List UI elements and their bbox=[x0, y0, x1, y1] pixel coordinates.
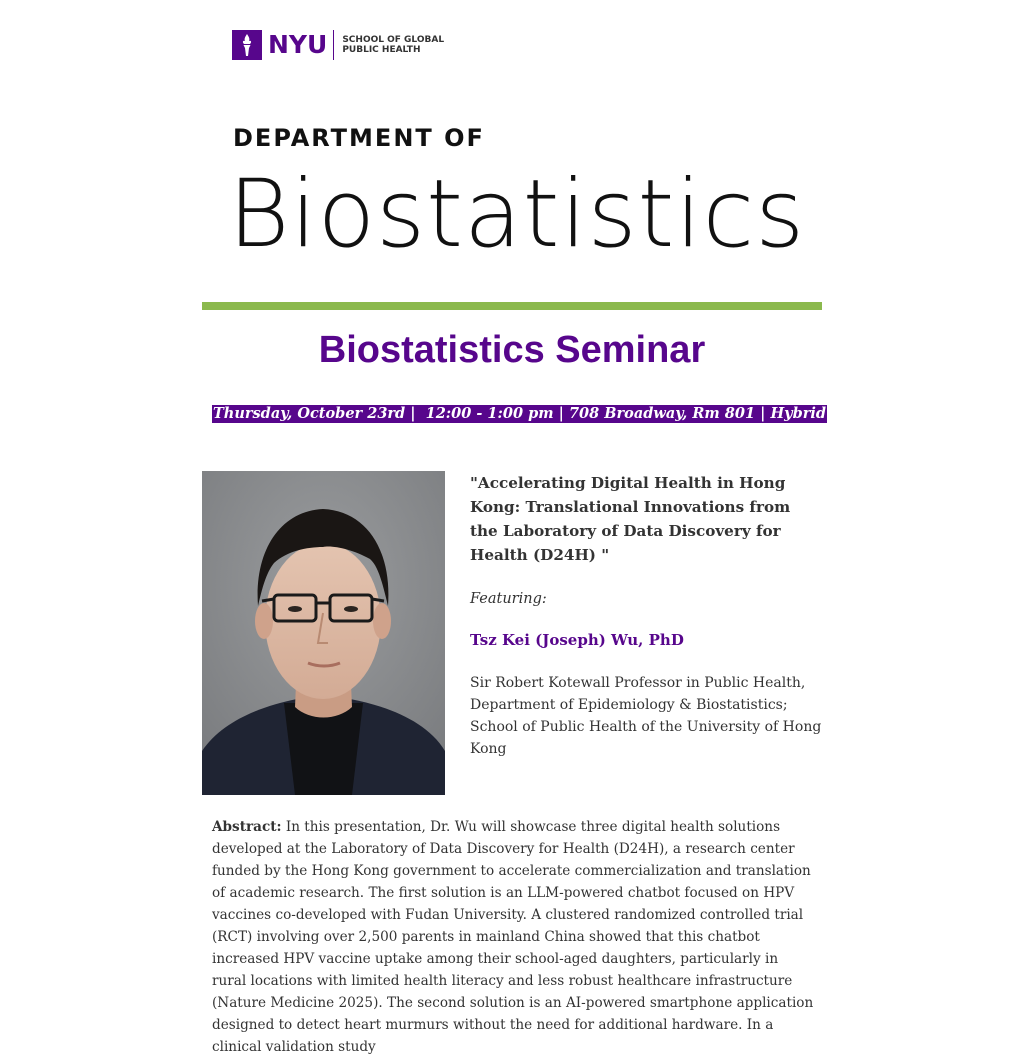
logo-divider bbox=[333, 30, 334, 60]
nyu-logo bbox=[232, 30, 444, 60]
event-details-banner: Thursday, October 23rd | 12:00 - 1:00 pm | 708 Broadway, Rm 801 | Hybrid bbox=[213, 405, 827, 422]
abstract bbox=[212, 816, 816, 1058]
department-name: Biostatistics bbox=[228, 160, 806, 269]
torch-icon bbox=[232, 30, 262, 60]
seminar-title: Biostatistics Seminar bbox=[318, 329, 706, 371]
talk-title: "Accelerating Digital Health in Hong Kong: Translational Innovations from the Laboratory of Data Discovery for Health (D24H) " bbox=[470, 474, 791, 564]
school-line-1: SCHOOL OF GLOBAL bbox=[342, 35, 445, 45]
speaker-photo bbox=[202, 471, 445, 795]
department-of-label: DEPARTMENT OF bbox=[233, 124, 485, 152]
featuring-label: Featuring: bbox=[470, 591, 547, 607]
school-line-2: PUBLIC HEALTH bbox=[342, 45, 421, 55]
school-name bbox=[342, 35, 444, 55]
accent-divider bbox=[202, 302, 822, 310]
nyu-wordmark: NYU bbox=[268, 30, 328, 59]
speaker-name: Tsz Kei (Joseph) Wu, PhD bbox=[470, 631, 684, 649]
abstract-label: Abstract: bbox=[212, 819, 282, 835]
speaker-affiliation: Sir Robert Kotewall Professor in Public Health, Department of Epidemiology & Biostatistics; School of Public Health of the University of Hong Kong bbox=[470, 675, 822, 757]
abstract-text: In this presentation, Dr. Wu will showcase three digital health solutions developed at the Laboratory of Data Discovery for Health (D24H), a research center funded by the Hong Kong government to accelerate commercialization and translation of academic research. The first solution is an LLM-powered chatbot focused on HPV vaccines co-developed with Fudan University. A clustered randomized controlled trial (RCT) involving over 2,500 parents in mainland China showed that this chatbot increased HPV vaccine uptake among their school-aged daughters, particularly in rural locations with limited health literacy and less robust healthcare infrastructure (Nature Medicine 2025). The second solution is an AI-powered smartphone application designed to detect heart murmurs without the need for additional hardware. In a clinical validation study bbox=[212, 819, 814, 1055]
